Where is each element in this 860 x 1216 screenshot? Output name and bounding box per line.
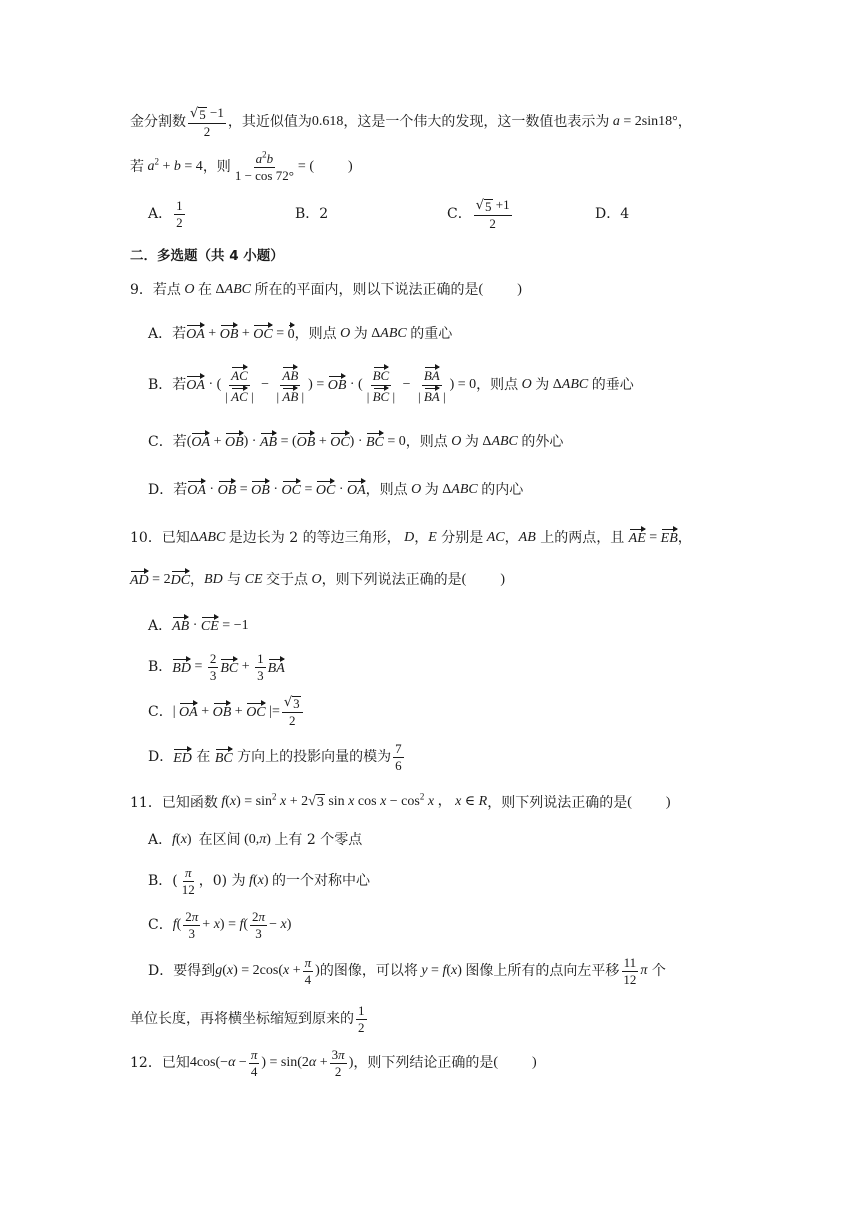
text: 是边长为 2 的等边三角形， [228,529,401,546]
q11-option-a[interactable]: A． f(x) 在区间 (0,π) 上有 2 个零点 [148,832,363,848]
label: B． [148,659,173,676]
q10-option-b[interactable]: B． BD = $\frac{2}{3}$ BC + $\frac{1}{3}$ BA [148,651,285,684]
intro-line-2 [130,149,353,184]
q9-option-b[interactable]: B．若 OA · ( $\frac{AC}{| AC |}$ − $\frac{AB}{| AB |}$ ) = OB · ( $\frac{BC}{| BC |}$ − $\frac{BA}{| BA |}$ ) = 0 ，则点 O 为 ΔABC 的垂心 [148,368,634,405]
text: 为 [535,376,550,393]
q11-option-d-cont: 单位长度，再将横坐标缩短到原来的 $\frac{1}{2}$ [130,1003,365,1036]
label: A． [148,617,173,634]
text: 的重心 [410,325,453,342]
text: 的垂心 [591,376,634,393]
text: 所在的平面内，则以下说法正确的是 [254,282,479,298]
text: ， [677,114,692,131]
text: 12．已知 [130,1055,190,1072]
q9-option-c[interactable]: C．若 ( OA + OB ) · AB = ( OB + OC ) · BC = 0 ，则点 O 为 ΔABC 的外心 [148,433,564,450]
q8-options [148,198,629,232]
text: 的外心 [521,433,564,450]
label: A． [148,832,173,848]
q9-option-d[interactable]: D．若 OA · OB = OB · OC = OC · OA ，则点 O 为 ΔABC 的内心 [148,481,524,498]
q11-option-b[interactable]: B．( $\frac{\pi}{12}$ ，0) 为 f(x) 的一个对称中心 [148,865,371,898]
section-title: 二．多选题（共 4 小题） [130,248,284,264]
text: ，其近似值为 [227,114,312,131]
q10-option-c[interactable]: C． | OA + OB + OC |= √ 3 2 [148,696,305,729]
intro-line-1 [130,106,692,140]
option-b[interactable]: B．2 [295,206,329,223]
text: 方向上的投影向量的模为 [237,749,392,766]
text: 的图像，可以将 [319,963,418,980]
text: 的一个对称中心 [272,873,371,890]
text: ，则下列结论正确的是 [353,1055,494,1072]
label: C． [447,206,472,223]
text: 的内心 [481,481,524,498]
text: 上的两点，且 [540,529,625,546]
text: 在区间 [198,832,241,848]
q11-stem: 11．已知函数 $f(x) = \sin^2 x + 2$ √ 3 sin x $\cos x - \cos^2 x$ ， x ∈ R ，则下列说法正确的是 ( ) [130,791,671,811]
text: 9．若点 [130,282,181,298]
q10-option-d[interactable]: D． ED 在 BC 方向上的投影向量的模为 $\frac{7}{6}$ [148,741,402,774]
q11-option-d[interactable]: D．要得到 g(x) = 2cos(x + $\frac{\pi}{4}$ ) 的图像，可以将 y = f(x) 图像上所有的点向左平移 $\frac{11}{12}$ π 个 [148,955,666,988]
label: C．若 [148,433,187,450]
text: 个 [651,963,666,980]
text: 10．已知 [130,529,190,546]
text: 金分割数 [130,114,186,131]
text: = ( [297,159,314,175]
text: ，则 [202,159,231,176]
label: D．要得到 [148,963,216,980]
text: ，则下列说法正确的是 [487,794,628,811]
text: 在 [198,282,213,298]
option-d[interactable]: D．4 [595,206,630,223]
formula-condition: $a^2 + b = 4$ [147,156,203,175]
target-fraction: $\frac{a^2b}{1 - \cos 72^\circ}$ [234,149,294,184]
option-a[interactable]: A． $\frac{1}{2}$ [148,198,183,231]
label: B．( [148,873,178,890]
label: B．若 [148,376,187,393]
text: ，0) 为 [198,873,246,890]
text: 上有 2 个零点 [274,832,363,848]
text: 分别是 [441,529,484,546]
q10-option-a[interactable]: A． AB · CE = −1 [148,617,249,634]
q9-option-a[interactable]: A．若 OA + OB + OC = 0 ，则点 O 为 ΔABC 的重心 [148,325,453,342]
text: ，则点 [294,325,337,342]
text: 交于点 [266,571,309,588]
text: ，则下列说法正确的是 [321,571,462,588]
text: 为 [353,325,368,342]
text: 与 [227,571,242,588]
text: ，则点 [476,376,519,393]
text: ，则点 [405,433,448,450]
text: ，这是一个伟大的发现，这一数值也表示为 [343,114,610,131]
approx-value: 0.618 [311,114,344,130]
q10-stem-line-2: AD = 2 DC ， BD 与 CE 交于点 O ，则下列说法正确的是 ( ) [130,571,506,588]
q10-stem-line-1: 10．已知 ΔABC 是边长为 2 的等边三角形， D ， E 分别是 AC ， AB 上的两点，且 AE = EB ， [130,529,692,546]
label: D．若 [148,481,188,498]
text: 图像上所有的点向左平移 [465,963,620,980]
text: 单位长度，再将横坐标缩短到原来的 [130,1011,354,1028]
text: 若 [130,159,144,176]
text: 为 [424,481,439,498]
text: 在 [196,749,211,766]
formula-a: a = 2sin18° [612,114,678,130]
golden-ratio-fraction: √ 5 −1 2 [190,105,224,140]
label: A． [148,206,173,223]
q12-stem: 12．已知 4cos(−α − $\frac{\pi}{4}$ ) = sin(2α + $\frac{3\pi}{2}$ ) ，则下列结论正确的是 ( ) [130,1047,537,1080]
text: 11．已知函数 [130,794,218,811]
label: C． [148,703,173,720]
text: ) [347,159,353,175]
text: 为 [464,433,479,450]
option-c[interactable]: C． √ 5 +1 2 [447,197,510,232]
label: C． [148,917,173,934]
text: ， [190,571,205,588]
text: ，则点 [365,481,408,498]
label: D． [148,749,174,766]
q9-stem: 9．若点 O 在 ΔABC 所在的平面内，则以下说法正确的是 ( ) [130,282,522,298]
label: A．若 [148,325,187,342]
q11-option-c[interactable]: C． f( $\frac{2\pi}{3}$ + x) = f( $\frac{2\pi}{3}$ − x) [148,909,292,942]
